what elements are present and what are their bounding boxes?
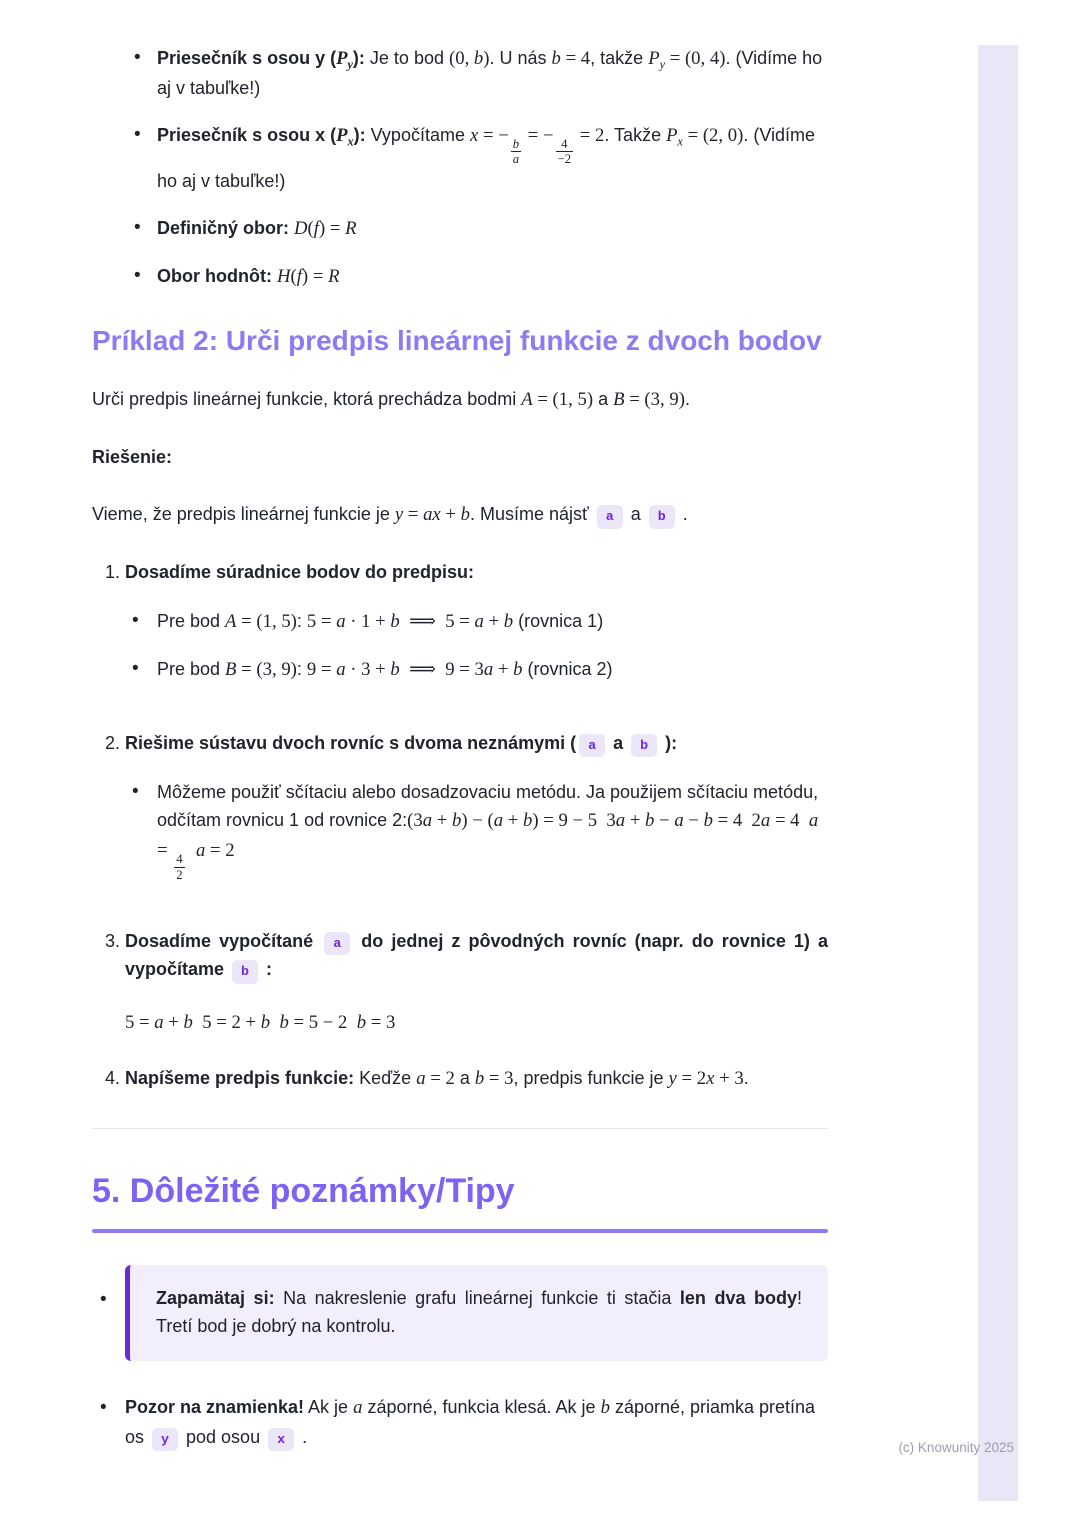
- item-body: [125, 927, 828, 1039]
- numbered-item-3: [92, 927, 828, 1039]
- list-item: [92, 44, 828, 103]
- rich-text: Urči predpis lineárnej funkcie, ktorá prechádza bodmi A = (1, 5) a B = (3, 9).: [92, 389, 690, 411]
- sub-bullet-list: [125, 607, 828, 685]
- solution-steps-list: [92, 558, 828, 1094]
- numbered-item-2: [92, 729, 828, 901]
- item-title: Dosadíme súradnice bodov do predpisu:: [125, 562, 475, 583]
- item-body: [125, 1064, 828, 1094]
- rich-text: Zapamätaj si: Na nakreslenie grafu lineárnej funkcie ti stačia len dva body! Tretí bod je dobrý na kontrolu.: [156, 1288, 802, 1337]
- tip-bullet: [92, 1265, 828, 1361]
- warning-bullet: • Pozor na znamienka! Ak je a záporné, funkcia klesá. Ak je b záporné, priamka pretína os y pod osou x .: [92, 1393, 828, 1452]
- solution-label: [92, 443, 828, 472]
- rich-text: Vieme, že predpis lineárnej funkcie je y = ax + b. Musíme nájsť a a b .: [92, 504, 688, 524]
- sub-bullet: • Pre bod B = (3, 9): 9 = a · 3 + b ⟹ 9 = 3a + b (rovnica 2): [125, 655, 828, 685]
- item-number: 2.: [105, 732, 121, 753]
- copyright: (c) Knowunity 2025: [898, 1440, 1014, 1455]
- callout-box: [125, 1265, 828, 1361]
- rich-text: Priesečník s osou y $(P_y)$: Je to bod (0, b). U nás b = 4, takže $P_y = (0$, 4). (Vidíme ho aj v tabuľke!): [157, 48, 823, 98]
- intro-paragraph: [92, 500, 828, 530]
- section-divider: [92, 1128, 828, 1129]
- side-panel-strip: [978, 45, 1018, 1501]
- example-2-heading: Príklad 2: Urči predpis lineárnej funkcie z dvoch bodov: [92, 324, 822, 356]
- item-title: Napíšeme predpis funkcie: Keďže a = 2 a b = 3, predpis funkcie je y = 2x + 3.: [125, 1068, 749, 1090]
- sub-bullet: • Pre bod A = (1, 5): 5 = a · 1 + b ⟹ 5 = a + b (rovnica 1): [125, 607, 828, 637]
- numbered-item-1: [92, 558, 828, 703]
- item-number: 3.: [105, 930, 121, 951]
- list-item: [92, 214, 828, 244]
- item-body: [125, 729, 828, 901]
- numbered-item-4: [92, 1064, 828, 1094]
- sub-bullet: • Môžeme použiť sčítaciu alebo dosadzovaciu metódu. Ja použijem sčítaciu metódu, odčítam rovnicu 1 od rovnice 2:(3a + b) − (a + b) = 9 − 5 3a + b − a − b = 4 2a = 4 a = $\frac{4}{2}$ a = 2: [125, 778, 828, 883]
- item-title: Dosadíme vypočítané a do jednej z pôvodných rovníc (napr. do rovnice 1) a vypočítame b :: [125, 927, 828, 985]
- list-item: [92, 121, 828, 196]
- rich-text: Riešenie:: [92, 447, 173, 468]
- document-content: [92, 44, 828, 1452]
- list-item: [92, 262, 828, 292]
- heading-underline-bar: [92, 1229, 828, 1233]
- section-5-heading: 5. Dôležité poznámky/Tipy: [92, 1172, 515, 1211]
- properties-bullet-list: [92, 44, 828, 292]
- rich-text: Priesečník s osou x $(P_x)$: Vypočítame x = − $\frac{b}{a}$ = − $\frac{4}{-2}$ = 2. Takže $P_x = (2$, 0). (Vidíme ho aj v tabuľke!): [157, 124, 816, 192]
- item-number: 4.: [105, 1068, 121, 1089]
- rich-text: Definičný obor: D(f) = R: [157, 217, 357, 239]
- math-line: 5 = a + b 5 = 2 + b b = 5 − 2 b = 3: [125, 1012, 396, 1034]
- rich-text: Obor hodnôt: H(f) = R: [157, 265, 340, 287]
- sub-bullet-list: [125, 778, 828, 883]
- item-title: Riešime sústavu dvoch rovníc s dvoma neznámymi ( a a b ):: [125, 729, 828, 758]
- item-body: [125, 558, 828, 703]
- task-paragraph: [92, 385, 828, 415]
- item-number: 1.: [105, 562, 121, 583]
